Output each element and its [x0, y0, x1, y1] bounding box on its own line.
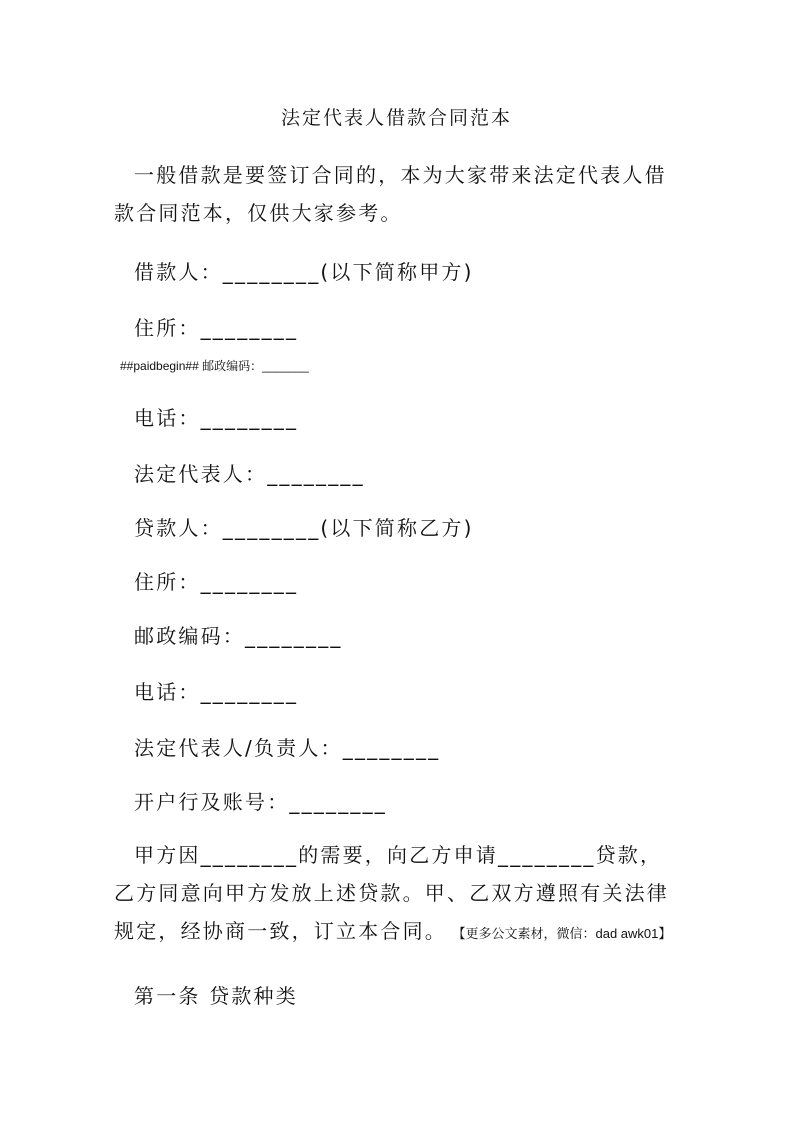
field-lender-legal-rep: 法定代表人/负责人：________ [134, 736, 441, 760]
intro-paragraph: 一般借款是要签订合同的，本为大家带来法定代表人借款合同范本，仅供大家参考。 [114, 163, 667, 225]
field-borrower-legal-rep: 法定代表人：________ [134, 462, 365, 486]
field-borrower-phone: 电话：________ [134, 406, 299, 430]
field-borrower: 借款人：________(以下简称甲方) [134, 260, 474, 284]
watermark-note: 【更多公文素材，微信：dad awk01】 [459, 926, 672, 941]
field-lender: 贷款人：________(以下简称乙方) [134, 516, 474, 540]
body-paragraph [114, 836, 684, 953]
field-lender-postcode: 邮政编码：________ [134, 624, 343, 648]
field-borrower-address: 住所：________ [134, 316, 299, 340]
field-lender-bank-account: 开户行及账号：________ [134, 790, 387, 814]
section-heading: 第一条 贷款种类 [134, 984, 298, 1008]
field-borrower-postcode: ##paidbegin## 邮政编码：_______ [120, 359, 309, 373]
body-paragraph-text: 甲方因________的需要，向乙方申请________贷款，乙方同意向甲方发放上述贷款。甲、乙双方遵照有关法律规定，经协商一致，订立本合同。 [114, 843, 669, 943]
field-lender-phone: 电话：________ [134, 680, 299, 704]
document-title: 法定代表人借款合同范本 [280, 107, 512, 129]
field-lender-address: 住所：________ [134, 570, 299, 594]
